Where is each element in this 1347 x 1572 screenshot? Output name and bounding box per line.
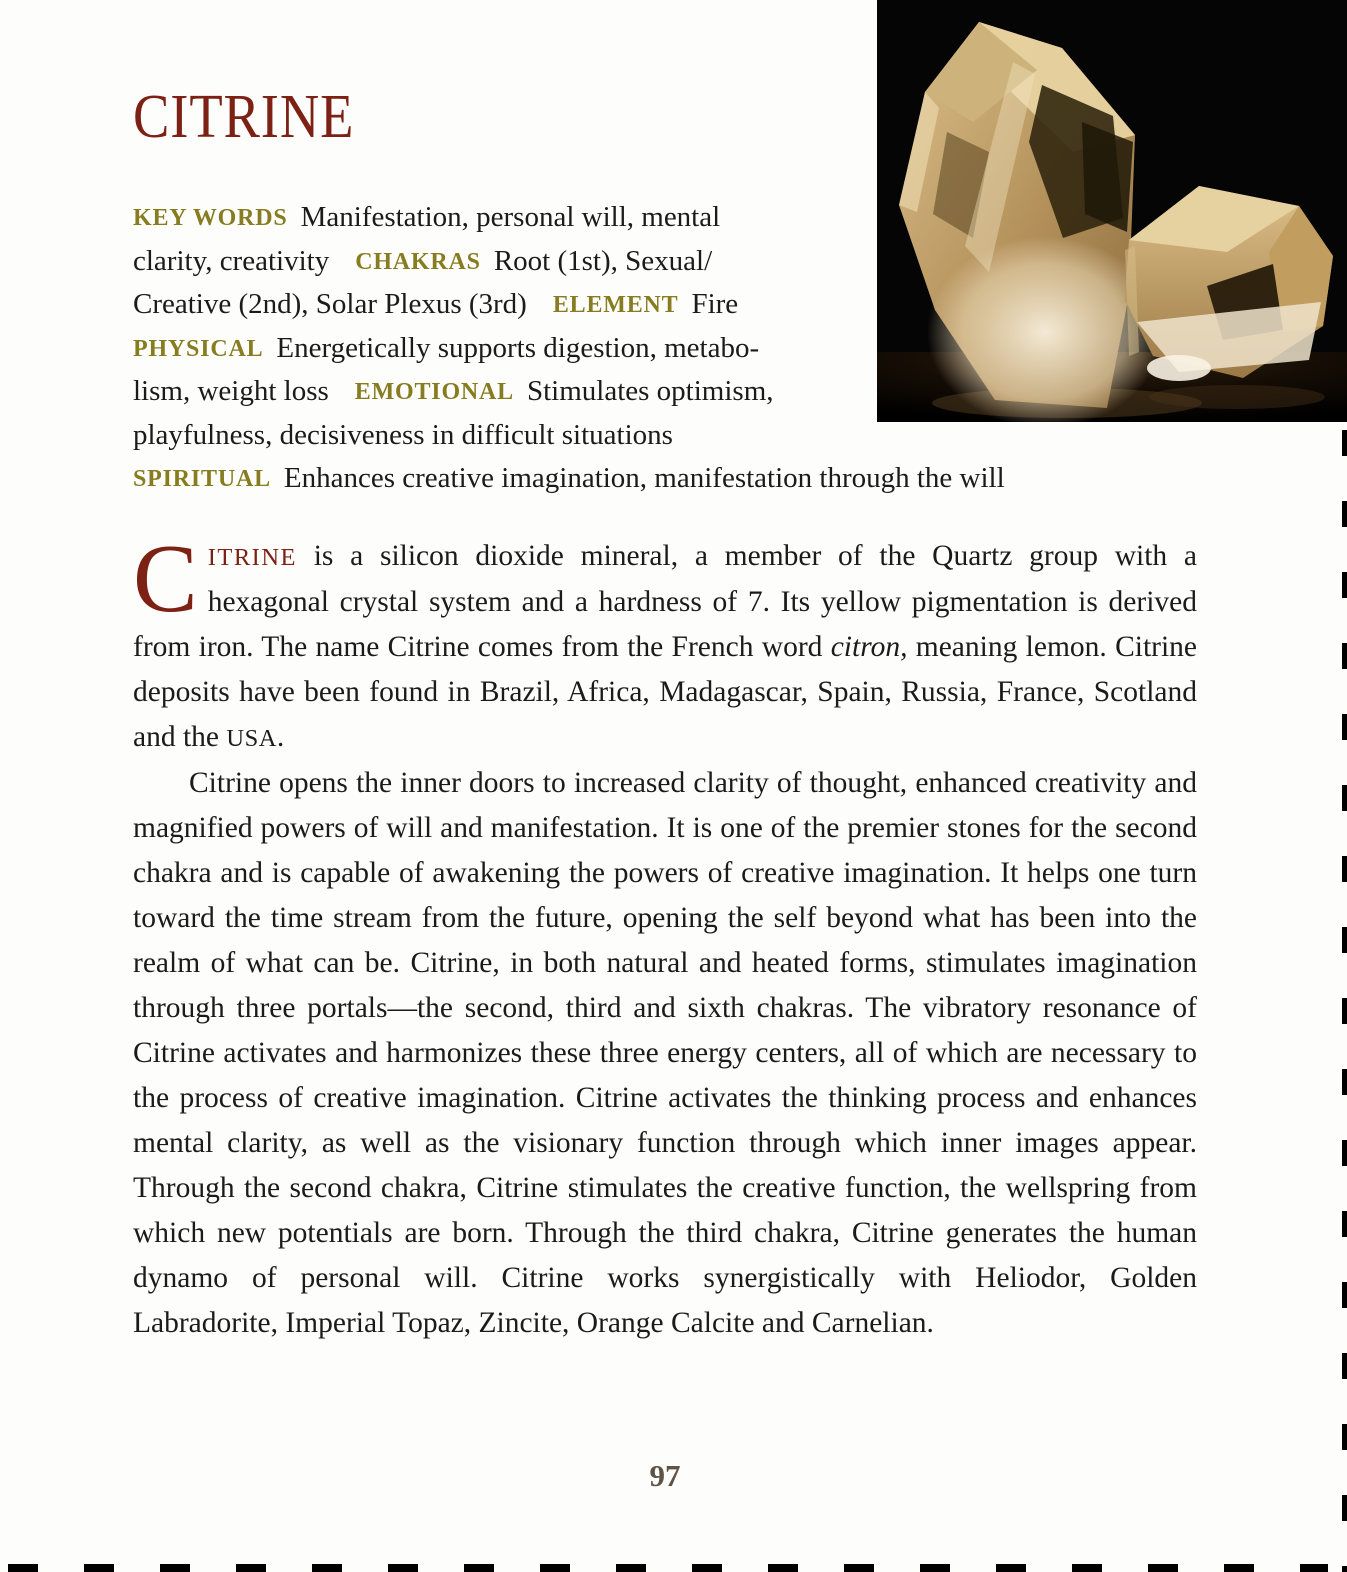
italic-word: citron, bbox=[830, 631, 908, 663]
keyword-text: Energetically supports digestion, metabo- bbox=[276, 331, 760, 364]
keyword-text: Root (1st), Sexual/ bbox=[493, 244, 713, 277]
keyword-label-emotional: EMOTIONAL bbox=[354, 379, 514, 405]
scan-marks-bottom-edge bbox=[8, 1564, 1328, 1572]
keyword-label-element: ELEMENT bbox=[552, 292, 679, 318]
keyword-text: lism, weight loss bbox=[133, 375, 329, 407]
drop-cap: C bbox=[133, 525, 198, 632]
keywords-line bbox=[133, 370, 1005, 414]
page-title: CITRINE bbox=[133, 83, 355, 151]
keywords-line bbox=[133, 327, 1005, 371]
keyword-text: clarity, creativity bbox=[133, 244, 330, 277]
keyword-text: Fire bbox=[691, 288, 739, 320]
keyword-text: Creative (2nd), Solar Plexus (3rd) bbox=[133, 288, 527, 320]
body-text bbox=[133, 525, 1197, 1346]
scan-marks-right-edge bbox=[1342, 430, 1347, 1572]
page-number: 97 bbox=[649, 1458, 681, 1493]
lead-word-smallcaps: ITRINE bbox=[207, 544, 297, 571]
body-text-run: meaning lemon. Citrine deposits have been found in Brazil, Africa, Madagascar, Spain, Russia, France, Scotland and the bbox=[133, 631, 1197, 753]
keywords-line bbox=[133, 240, 1005, 284]
keyword-label-key-words: KEY WORDS bbox=[133, 205, 288, 231]
keyword-label-spiritual: SPIRITUAL bbox=[133, 466, 271, 492]
keyword-label-physical: PHYSICAL bbox=[133, 335, 264, 362]
body-paragraph-2: Citrine opens the inner doors to increased clarity of thought, enhanced creativity and magnified powers of will and manifestation. It is one of the premier stones for the second chakra and is capable of awakening the powers of creative imagination. It helps one turn toward the time stream from the future, opening the self beyond what has been into the realm of what can be. Citrine, in both natural and heated forms, stimulates imagination through three portals—the second, third and sixth chakras. The vibratory resonance of Citrine activates and harmonizes these three energy centers, all of which are necessary to the process of creative imagination. Citrine activates the thinking process and enhances mental clarity, as well as the visionary function through which inner images appear. Through the second chakra, Citrine stimulates the creative function, the wellspring from which new potentials are born. Through the third chakra, Citrine generates the human dynamo of personal will. Citrine works synergistically with Heliodor, Golden Labradorite, Imperial Topaz, Zincite, Orange Calcite and Carnelian. bbox=[133, 767, 1197, 1339]
keywords-line bbox=[133, 457, 1005, 501]
keyword-text: Stimulates optimism, bbox=[526, 375, 774, 407]
keywords-line bbox=[133, 283, 1005, 327]
keyword-label-chakras: CHAKRAS bbox=[355, 248, 481, 275]
body-text-run: . bbox=[276, 721, 285, 753]
body-text-run: is a silicon dioxide mineral, a member of the Quartz group with a hexagonal crystal system and a hardness of 7. Its yellow pigmentation is derived from iron. The name Citrine comes from the French word bbox=[133, 540, 1197, 663]
keywords-line bbox=[133, 414, 1005, 458]
keyword-text: Manifestation, personal will, mental bbox=[300, 201, 721, 233]
keyword-text: playfulness, decisiveness in difficult situations bbox=[133, 418, 673, 451]
keyword-text: Enhances creative imagination, manifestation through the will bbox=[283, 462, 1005, 494]
smallcaps-word: USA bbox=[226, 725, 277, 752]
keywords-line bbox=[133, 196, 1005, 240]
body-paragraph-1 bbox=[133, 525, 1197, 761]
keywords-block bbox=[133, 196, 1005, 501]
